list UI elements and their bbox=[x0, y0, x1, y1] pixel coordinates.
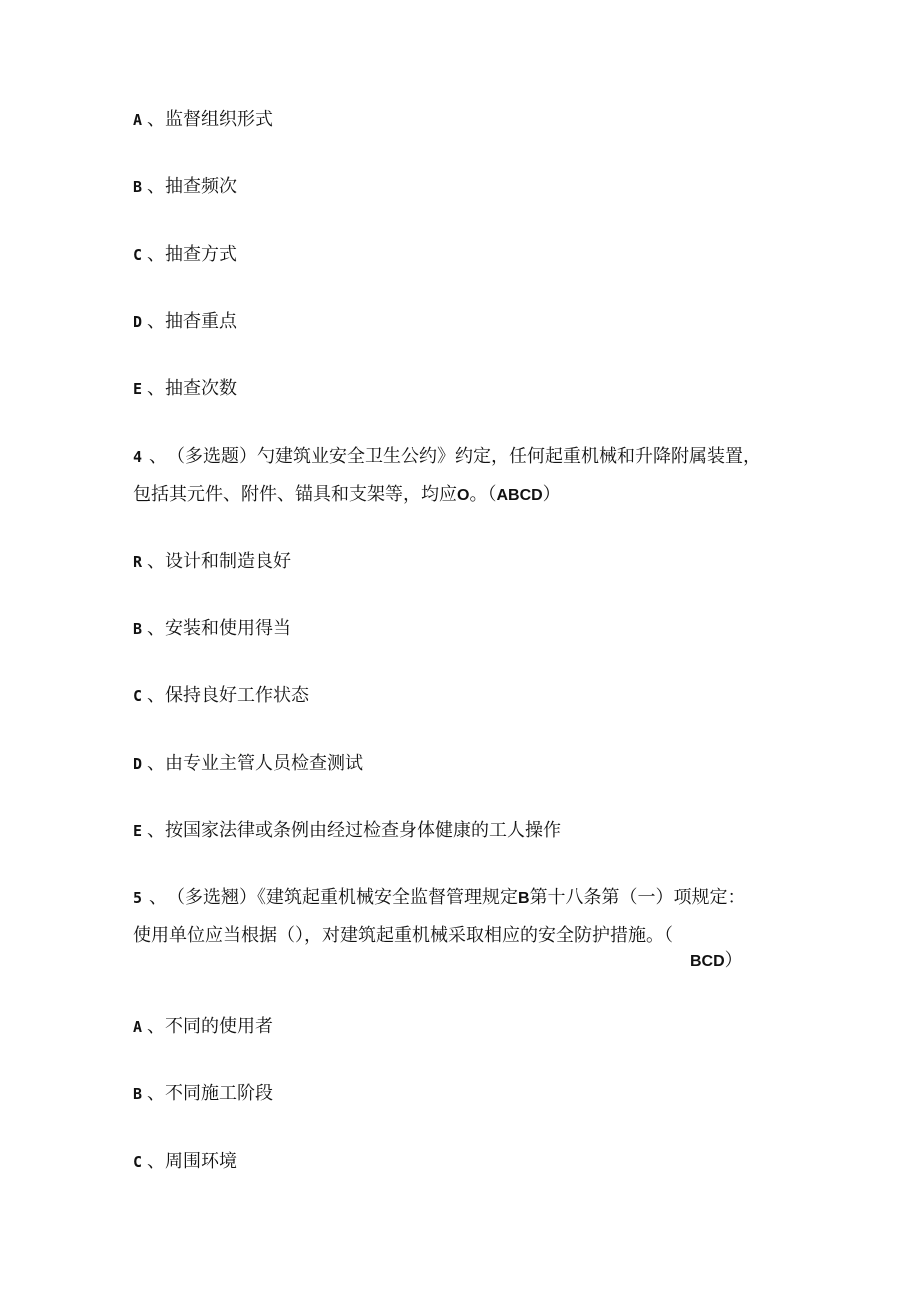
option-text: 周围环境 bbox=[165, 1151, 237, 1172]
option-text: 设计和制造良好 bbox=[165, 551, 291, 572]
question-punctuation: 。（ bbox=[469, 484, 497, 505]
option-e bbox=[133, 377, 237, 401]
question-5-answer bbox=[690, 949, 743, 974]
option-key: E bbox=[133, 822, 143, 840]
question-text-continued: 使用单位应当根据（），对建筑起重机械采取相应的安全防护措施。（ bbox=[133, 925, 673, 946]
question-separator: 、 bbox=[149, 446, 167, 467]
q4-option-d bbox=[133, 752, 363, 776]
option-c bbox=[133, 243, 237, 267]
option-key: B bbox=[133, 1085, 143, 1103]
option-key: R bbox=[133, 553, 143, 571]
option-key: A bbox=[133, 111, 143, 129]
question-5-line-1 bbox=[133, 886, 746, 911]
option-key: C bbox=[133, 246, 143, 264]
option-key: B bbox=[133, 178, 143, 196]
option-separator: 、 bbox=[147, 685, 165, 706]
option-separator: 、 bbox=[147, 618, 165, 639]
answer-key: ABCD bbox=[496, 487, 543, 504]
question-number: 4 bbox=[133, 448, 143, 466]
question-text: （多选翘）《建筑起重机械安全监督管理规定 bbox=[167, 887, 518, 908]
option-separator: 、 bbox=[147, 176, 165, 197]
option-key: D bbox=[133, 313, 143, 331]
answer-blank: O bbox=[457, 487, 470, 504]
option-separator: 、 bbox=[147, 1083, 165, 1104]
option-key: D bbox=[133, 755, 143, 773]
option-key: A bbox=[133, 1018, 143, 1036]
question-separator: 、 bbox=[149, 887, 167, 908]
option-separator: 、 bbox=[147, 820, 165, 841]
option-a bbox=[133, 108, 273, 132]
question-4-line-1 bbox=[133, 445, 761, 469]
option-separator: 、 bbox=[147, 378, 165, 399]
option-separator: 、 bbox=[147, 244, 165, 265]
option-text: 抽查方式 bbox=[165, 244, 237, 265]
option-d bbox=[133, 310, 237, 334]
question-mark-b: B bbox=[518, 890, 530, 907]
answer-close: ） bbox=[542, 484, 561, 505]
option-text: 监督组织形式 bbox=[165, 109, 273, 130]
q4-option-r bbox=[133, 550, 291, 574]
answer-close: ） bbox=[724, 950, 743, 971]
q4-option-b bbox=[133, 617, 291, 641]
q4-option-e bbox=[133, 819, 561, 843]
option-text: 安装和使用得当 bbox=[165, 618, 291, 639]
option-text: 按国家法律或条例由经过检查身体健康的工人操作 bbox=[165, 820, 561, 841]
question-5-line-2 bbox=[133, 924, 673, 948]
option-text: 抽查次数 bbox=[165, 378, 237, 399]
option-text: 抽杳重点 bbox=[165, 311, 237, 332]
option-separator: 、 bbox=[147, 1151, 165, 1172]
answer-key: BCD bbox=[690, 953, 725, 970]
option-separator: 、 bbox=[147, 1016, 165, 1037]
option-separator: 、 bbox=[147, 311, 165, 332]
option-key: B bbox=[133, 620, 143, 638]
option-separator: 、 bbox=[147, 753, 165, 774]
question-text-continued: 包括其元件、附件、锚具和支架等，均应 bbox=[133, 484, 457, 505]
question-number: 5 bbox=[133, 889, 143, 907]
option-text: 不同施工阶段 bbox=[165, 1083, 273, 1104]
option-key: E bbox=[133, 380, 143, 398]
option-text: 不同的使用者 bbox=[165, 1016, 273, 1037]
question-text-tail: 第十八条第（一）项规定： bbox=[529, 887, 746, 908]
option-b bbox=[133, 175, 237, 199]
q5-option-c bbox=[133, 1150, 237, 1174]
q5-option-b bbox=[133, 1082, 273, 1106]
option-text: 抽查频次 bbox=[165, 176, 237, 197]
option-separator: 、 bbox=[147, 109, 165, 130]
option-separator: 、 bbox=[147, 551, 165, 572]
option-text: 保持良好工作状态 bbox=[165, 685, 309, 706]
option-key: C bbox=[133, 1153, 143, 1171]
question-text: （多选题）勺建筑业安全卫生公约》约定，任何起重机械和升降附属装置， bbox=[167, 446, 761, 467]
option-text: 由专业主管人员检查测试 bbox=[165, 753, 363, 774]
question-4-line-2 bbox=[133, 483, 561, 508]
option-key: C bbox=[133, 687, 143, 705]
q4-option-c bbox=[133, 684, 309, 708]
q5-option-a bbox=[133, 1015, 273, 1039]
